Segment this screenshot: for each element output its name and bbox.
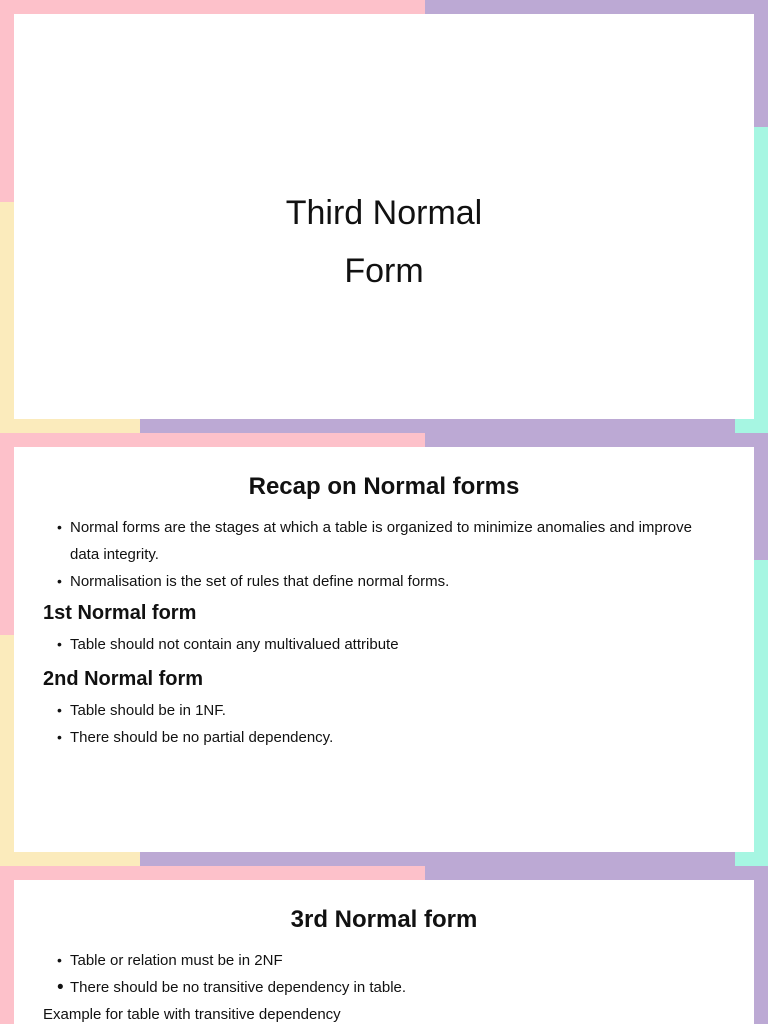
- frame-right-upper-band: [754, 433, 768, 560]
- slide-card: [14, 14, 754, 419]
- frame-bottom-mid-band: [140, 852, 735, 866]
- bullet-list-1nf: [14, 631, 754, 658]
- frame-right-lower-band: [754, 560, 768, 866]
- list-item: • Table should be in 1NF.: [70, 697, 724, 724]
- frame-bottom-right-band: [735, 852, 768, 866]
- section-heading-1nf: 1st Normal form: [43, 602, 197, 624]
- list-item: • Table or relation must be in 2NF: [70, 947, 724, 974]
- frame-bottom-mid-band: [140, 419, 735, 433]
- list-item: • Table should not contain any multivalued attribute: [70, 631, 724, 658]
- frame-left-upper-band: [0, 866, 14, 1024]
- frame-bottom-left-band: [0, 852, 140, 866]
- title-line-1: Third Normal: [285, 194, 483, 232]
- frame-top-right-band: [425, 866, 768, 880]
- slide-heading: 3rd Normal form: [290, 906, 478, 933]
- frame-top-right-band: [425, 433, 768, 447]
- frame-bottom-right-band: [735, 419, 768, 433]
- slide-title-text: [14, 184, 754, 300]
- slide-card: [14, 880, 754, 1024]
- slide-heading: Recap on Normal forms: [248, 473, 520, 500]
- list-item: • Normalisation is the set of rules that define normal forms.: [70, 568, 724, 595]
- title-line-2: Form: [344, 252, 424, 290]
- frame-right-lower-band: [754, 127, 768, 433]
- frame-left-upper-band: [0, 433, 14, 635]
- frame-left-lower-band: [0, 635, 14, 866]
- list-item: • There should be no transitive dependency in table.: [70, 974, 724, 1001]
- frame-bottom-left-band: [0, 419, 140, 433]
- section-heading-2nf: 2nd Normal form: [43, 668, 204, 690]
- frame-top-left-band: [0, 0, 425, 14]
- slide-recap: [0, 433, 768, 866]
- bullet-list-3nf: [14, 947, 754, 1001]
- example-caption: Example for table with transitive dependency: [43, 1006, 341, 1023]
- slide-third-normal-form: [0, 866, 768, 1024]
- frame-top-left-band: [0, 433, 425, 447]
- slide-title: [0, 0, 768, 433]
- frame-top-left-band: [0, 866, 425, 880]
- list-item: • Normal forms are the stages at which a table is organized to minimize anomalies and improve data integrity.: [70, 514, 724, 568]
- intro-bullet-list: [14, 514, 754, 595]
- list-item: • There should be no partial dependency.: [70, 724, 724, 751]
- frame-left-lower-band: [0, 202, 14, 433]
- frame-top-right-band: [425, 0, 768, 14]
- frame-right-upper-band: [754, 0, 768, 127]
- frame-right-upper-band: [754, 866, 768, 1024]
- bullet-list-2nf: [14, 697, 754, 751]
- slide-card: [14, 447, 754, 852]
- frame-left-upper-band: [0, 0, 14, 202]
